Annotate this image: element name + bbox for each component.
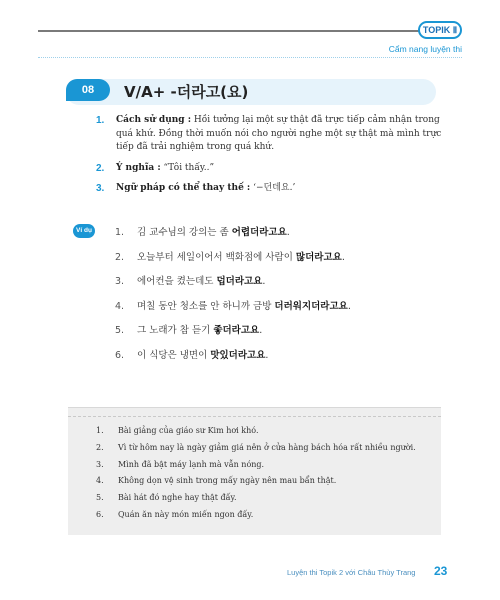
examples-tag: Ví dụ <box>73 224 95 238</box>
translation-number: 5. <box>96 493 104 503</box>
example-row <box>115 224 455 249</box>
translation-number: 1. <box>96 426 104 435</box>
translation-number: 3. <box>96 459 104 469</box>
example-row <box>115 322 455 347</box>
example-text: 김 교수님의 강의는 좀 <box>137 227 232 238</box>
section-title: V/A+ -더라고(요) <box>124 83 249 101</box>
translation-text: Bài giảng của giáo sư Kim hơi khó. <box>118 426 259 435</box>
example-highlight: 많더라고요 <box>295 251 342 263</box>
example-number: 6. <box>115 349 125 361</box>
translation-row <box>96 510 436 527</box>
usage-label: Ngữ pháp có thể thay thế : <box>116 183 251 193</box>
translation-text: Bài hát đó nghe hay thật đấy. <box>118 493 237 503</box>
example-highlight: 좋더라고요 <box>213 325 260 337</box>
translation-text: Vì từ hôm nay là ngày giảm giá nên ở cửa hàng bách hóa rất nhiều người. <box>118 442 416 452</box>
example-number: 5. <box>115 325 125 337</box>
example-text: 그 노래가 참 듣기 <box>137 325 214 337</box>
usage-item <box>96 182 456 196</box>
translation-text: Không dọn vệ sinh trong mấy ngày nên mau bẩn thật. <box>118 476 337 486</box>
translation-text: Quán ăn này món miến ngon đấy. <box>118 509 254 519</box>
example-highlight: 어렵더라고요 <box>231 227 287 238</box>
footer-text: Luyện thi Topik 2 với Châu Thùy Trang <box>287 568 416 577</box>
usage-text: Hồi tưởng lại một sự thật đã trực tiếp cảm nhận trong quá khứ. Đồng thời muốn nói cho người nghe một sự thật mà mình trực tiếp đã trải nghiệm trong quá khứ. <box>116 115 442 152</box>
example-end: . <box>286 227 290 238</box>
header-dotted-rule <box>38 57 462 58</box>
example-text: 오늘부터 세일이어서 백화점에 사람이 <box>137 251 296 263</box>
usage-text: “Tôi thấy..” <box>160 162 215 173</box>
example-text: 며칠 동안 청소를 안 하니까 금방 <box>137 300 275 312</box>
topik-badge: TOPIK Ⅱ <box>418 21 462 39</box>
section-number: 08 <box>66 79 110 101</box>
translation-number: 6. <box>96 509 104 519</box>
usage-list <box>96 114 456 203</box>
example-number: 4. <box>115 300 125 312</box>
translation-row <box>96 476 436 493</box>
example-number: 1. <box>115 227 125 238</box>
example-highlight: 맛있더라고요 <box>210 349 266 361</box>
translation-row <box>96 443 436 460</box>
usage-label: Ý nghĩa : <box>116 162 161 173</box>
usage-number: 3. <box>96 183 105 194</box>
translation-row <box>96 426 436 443</box>
example-number: 2. <box>115 251 125 263</box>
example-row <box>115 347 455 372</box>
example-text: 에어컨을 켰는데도 <box>137 276 217 288</box>
translation-number: 2. <box>96 442 104 452</box>
usage-text: ‘−던데요.’ <box>250 183 296 193</box>
translation-row <box>96 493 436 510</box>
example-row <box>115 298 455 323</box>
example-end: . <box>265 349 269 361</box>
section-header-bar <box>66 79 436 105</box>
example-end: . <box>341 251 345 263</box>
usage-number: 2. <box>96 162 105 174</box>
example-text: 이 식당은 냉면이 <box>137 349 211 361</box>
translation-list <box>96 426 436 527</box>
translation-text: Mình đã bật máy lạnh mà vẫn nóng. <box>118 459 265 469</box>
usage-item <box>96 162 456 176</box>
header-rule <box>38 30 440 32</box>
usage-number: 1. <box>96 115 105 126</box>
translation-row <box>96 460 436 477</box>
translation-number: 4. <box>96 476 104 486</box>
example-highlight: 더러워지더라고요 <box>274 300 348 312</box>
guide-label: Cẩm nang luyện thi <box>388 44 462 54</box>
example-end: . <box>347 300 351 312</box>
examples-list <box>115 224 455 372</box>
example-row <box>115 273 455 298</box>
page-number: 23 <box>434 564 448 578</box>
example-highlight: 덥더라고요 <box>216 276 263 288</box>
example-end: . <box>262 276 266 288</box>
usage-label: Cách sử dụng : <box>116 115 192 125</box>
usage-item <box>96 114 456 155</box>
example-end: . <box>259 325 263 337</box>
example-row <box>115 249 455 274</box>
example-number: 3. <box>115 276 125 288</box>
